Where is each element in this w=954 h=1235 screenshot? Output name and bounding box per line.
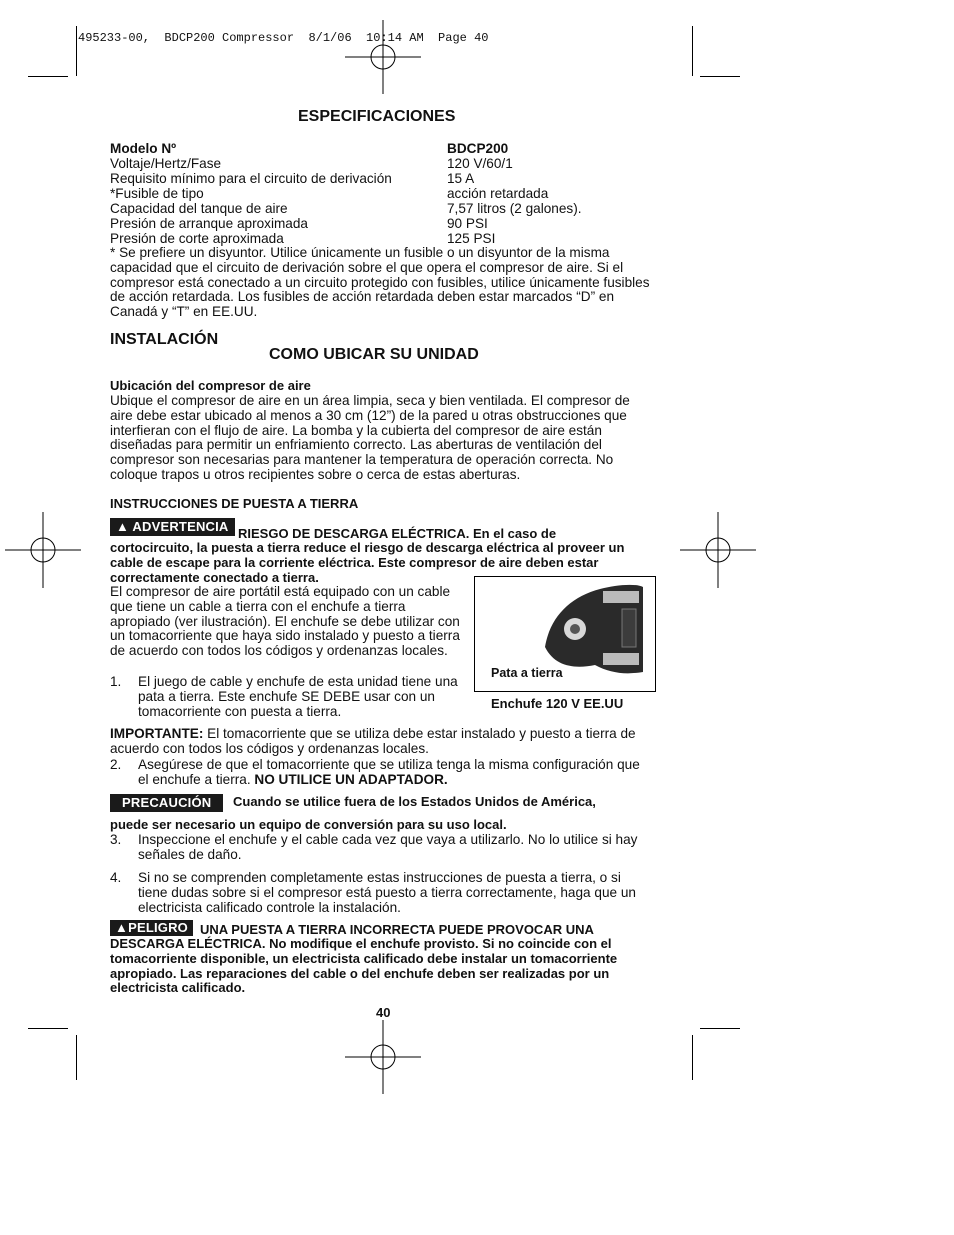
spec-row <box>110 201 670 216</box>
spec-value: 7,57 litros (2 galones). <box>447 201 582 216</box>
list-number: 1. <box>110 674 122 689</box>
warning-triangle-icon: ▲ <box>116 519 130 534</box>
list-text-bold: NO UTILICE UN ADAPTADOR. <box>254 771 448 787</box>
spec-value: acción retardada <box>447 186 549 201</box>
spec-row <box>110 216 670 231</box>
important-label: IMPORTANTE: <box>110 726 204 741</box>
warning-text: cortocircuito, la puesta a tierra reduce el riesgo de descarga eléctrica al proveer un cable de escape para la corriente eléctrica. Este compresor de aire deben estar correctamente conectado a tierra. <box>110 540 625 585</box>
danger-badge-label: PELIGRO <box>128 920 188 935</box>
spec-label: Presión de corte aproximada <box>110 231 284 246</box>
spec-value: 120 V/60/1 <box>447 156 513 171</box>
list-number: 3. <box>110 832 122 847</box>
spec-row <box>110 141 670 156</box>
ground-text: El compresor de aire portátil está equipado con un cable que tiene un cable a tierra con el enchufe a tierra apropiado (ver ilustración). El enchufe se debe utilizar con un tomacorriente que haya sido instalado y puesto a tierra de acuerdo con todos los códigos y ordenanzas locales. <box>110 584 460 659</box>
list-number: 4. <box>110 870 122 885</box>
warning-badge-label: ADVERTENCIA <box>132 519 229 534</box>
figure-label: Pata a tierra <box>491 666 563 680</box>
spec-value: 125 PSI <box>447 231 496 246</box>
list-item <box>110 675 465 719</box>
caution-badge: PRECAUCIÓN <box>110 794 223 812</box>
spec-label: *Fusible de tipo <box>110 186 204 201</box>
important-text: El tomacorriente que se utiliza debe estar instalado y puesto a tierra de acuerdo con todos los códigos y ordenanzas locales. <box>110 726 636 756</box>
list-text: El juego de cable y enchufe de esta unidad tiene una pata a tierra. Este enchufe SE DEBE usar con un tomacorriente con puesta a tierra. <box>138 674 458 719</box>
ground-heading: INSTRUCCIONES DE PUESTA A TIERRA <box>110 496 359 511</box>
spec-label: Voltaje/Hertz/Fase <box>110 156 222 171</box>
locate-title: COMO UBICAR SU UNIDAD <box>269 346 479 363</box>
figure-caption: Enchufe 120 V EE.UU <box>491 696 624 711</box>
danger-text-line1: UNA PUESTA A TIERRA INCORRECTA PUEDE PROVOCAR UNA <box>200 922 594 937</box>
registration-mark-right <box>680 512 756 588</box>
install-title: INSTALACIÓN <box>110 331 219 348</box>
page-number: 40 <box>376 1005 391 1020</box>
list-number: 2. <box>110 757 122 772</box>
spec-row <box>110 186 670 201</box>
list-text: Inspeccione el enchufe y el cable cada vez que vaya a utilizarlo. No lo utilice si hay señales de daño. <box>138 832 638 862</box>
location-heading: Ubicación del compresor de aire <box>110 378 311 393</box>
spec-footnote: * Se prefiere un disyuntor. Utilice únicamente un fusible o un disyuntor de la misma capacidad que el circuito de derivación sobre el que opera el compresor de aire. Si el compresor está conectado a un circuito protegido con fusibles, utilice únicamente fusibles de acción retardada. Los fusibles de acción retardada deben estar marcados “D” en Canadá y “T” en EE.UU. <box>110 245 650 320</box>
list-text <box>138 758 650 788</box>
list-item <box>110 871 650 915</box>
warning-triangle-icon: ▲ <box>115 920 129 935</box>
spec-row <box>110 156 670 171</box>
caution-text-line1: Cuando se utilice fuera de los Estados Unidos de América, <box>233 794 596 809</box>
list-item <box>110 833 650 863</box>
caution-text-line2: puede ser necesario un equipo de conversión para su uso local. <box>110 817 507 832</box>
list-text-plain: Asegúrese de que el tomacorriente que se utiliza tenga la misma configuración que el enchufe a tierra. <box>138 757 640 787</box>
spec-label: Requisito mínimo para el circuito de derivación <box>110 171 392 186</box>
spec-value: BDCP200 <box>447 141 509 156</box>
spec-label: Modelo Nº <box>110 141 177 156</box>
spec-row <box>110 231 670 246</box>
danger-text: DESCARGA ELÉCTRICA. No modifique el enchufe provisto. Si no coincide con el tomacorriente disponible, un electricista calificado debe instalar un tomacorriente apropiado. Las reparaciones del cable o del enchufe deben ser realizadas por un electricista calificado. <box>110 936 618 996</box>
registration-mark-left <box>5 512 81 588</box>
list-item <box>110 758 650 788</box>
spec-value: 15 A <box>447 171 475 186</box>
danger-badge <box>110 920 193 936</box>
location-text: Ubique el compresor de aire en un área limpia, seca y bien ventilada. El compresor de aire debe estar ubicado al menos a 30 cm (12”) de la pared u otras obstrucciones que interfieran con el flujo de aire. La bomba y la cubierta del compresor de aire están diseñadas para permitir un enfriamiento correcto. Las aberturas de ventilación del compresor son necesarias para mantener la temperatura de operación correcta. No coloque trapos u otros recipientes sobre o cerca de estas aberturas. <box>110 393 630 482</box>
registration-mark-bottom <box>345 1020 421 1094</box>
plug-figure <box>474 576 656 692</box>
warning-text-line1: RIESGO DE DESCARGA ELÉCTRICA. En el caso de <box>238 526 557 541</box>
spec-value: 90 PSI <box>447 216 488 231</box>
spec-row <box>110 171 670 186</box>
spec-label: Presión de arranque aproximada <box>110 216 308 231</box>
print-slug: 495233-00, BDCP200 Compressor 8/1/06 10:14 AM Page 40 <box>78 31 489 45</box>
spec-label: Capacidad del tanque de aire <box>110 201 288 216</box>
important-note <box>110 727 650 757</box>
warning-badge <box>110 518 235 536</box>
spec-title: ESPECIFICACIONES <box>298 108 456 125</box>
list-text: Si no se comprenden completamente estas instrucciones de puesta a tierra, o si tiene dudas sobre si el compresor está puesto a tierra correctamente, haga que un electricista calificado controle la instalación. <box>138 870 636 915</box>
